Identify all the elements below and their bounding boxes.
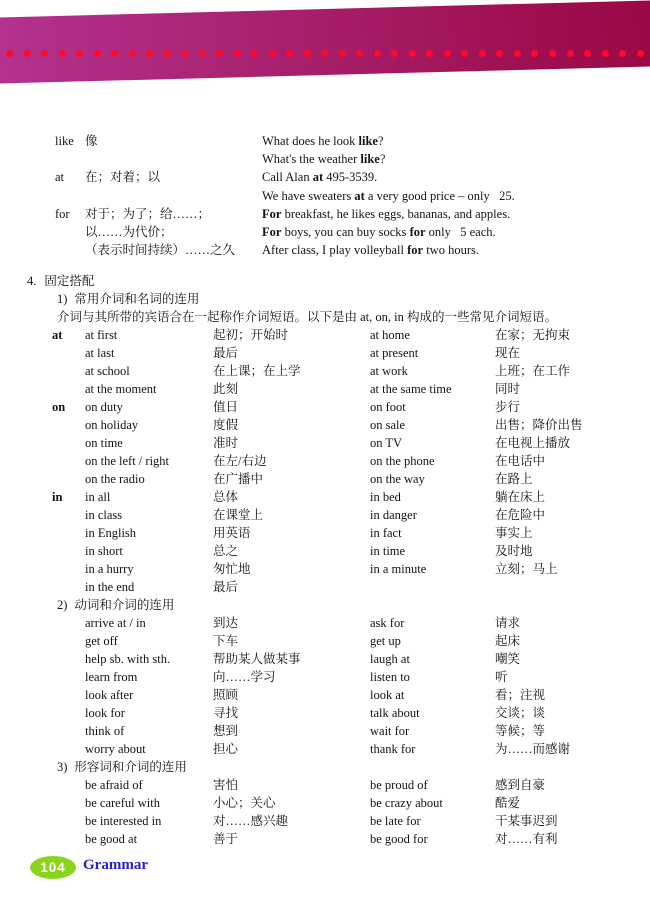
collocation-row bbox=[0, 614, 650, 632]
group-marker bbox=[52, 614, 85, 632]
collocation-row bbox=[0, 776, 650, 794]
phrase-chinese: 用英语 bbox=[213, 526, 251, 541]
phrase-chinese: 准时 bbox=[213, 436, 239, 451]
phrase-english: in a minute bbox=[370, 562, 427, 577]
text-run: We have sweaters bbox=[262, 188, 355, 203]
phrase-chinese: 感到自豪 bbox=[495, 778, 546, 793]
example-sentence bbox=[262, 241, 650, 259]
group-marker bbox=[52, 560, 85, 578]
phrase-english: at the moment bbox=[85, 382, 157, 397]
usage-row bbox=[0, 150, 650, 168]
phrase-english: be late for bbox=[370, 814, 421, 829]
example-sentence bbox=[262, 187, 650, 205]
group-marker bbox=[52, 506, 85, 524]
group-marker bbox=[52, 452, 85, 470]
preposition-word bbox=[55, 187, 85, 205]
collocation-row bbox=[0, 362, 650, 380]
phrase-english: at last bbox=[85, 346, 115, 361]
collocation-row bbox=[0, 434, 650, 452]
phrase-english: be afraid of bbox=[85, 778, 143, 793]
group-marker bbox=[52, 434, 85, 452]
subsection1-label: 1) bbox=[57, 292, 68, 307]
phrase-chinese: 匆忙地 bbox=[213, 562, 251, 577]
subsection3-title: 形容词和介词的连用 bbox=[74, 760, 187, 775]
phrase-english: at present bbox=[370, 346, 419, 361]
phrase-english: wait for bbox=[370, 724, 410, 739]
usage-row bbox=[0, 132, 650, 150]
group-marker: on bbox=[52, 400, 66, 415]
phrase-chinese: 立刻；马上 bbox=[495, 562, 558, 577]
subsection1-heading bbox=[57, 290, 650, 308]
phrase-english: ask for bbox=[370, 616, 405, 631]
collocation-row bbox=[0, 650, 650, 668]
page-footer bbox=[0, 853, 650, 883]
group-marker bbox=[52, 686, 85, 704]
phrase-chinese: 为……而感谢 bbox=[495, 742, 571, 757]
phrase-chinese: 在电视上播放 bbox=[495, 436, 571, 451]
example-sentence bbox=[262, 132, 650, 150]
phrase-english: be good at bbox=[85, 832, 138, 847]
subsection3-label: 3) bbox=[57, 760, 68, 775]
usage-row bbox=[0, 187, 650, 205]
collocation-row bbox=[0, 560, 650, 578]
group-marker bbox=[52, 668, 85, 686]
phrase-chinese: 值日 bbox=[213, 400, 239, 415]
phrase-english: worry about bbox=[85, 742, 146, 757]
phrase-english: arrive at / in bbox=[85, 616, 146, 631]
preposition-word: for bbox=[55, 206, 70, 221]
bold-word: like bbox=[358, 134, 378, 148]
phrase-chinese: 起床 bbox=[495, 634, 521, 649]
text-run: a very good price – only 25. bbox=[364, 188, 515, 203]
subsection1-intro: 介词与其所带的宾语合在一起称作介词短语。以下是由 at, on, in 构成的一些常见介词短语。 bbox=[57, 310, 557, 325]
text-run: 495-3539. bbox=[323, 170, 378, 185]
phrase-chinese: 在上课；在上学 bbox=[213, 364, 301, 379]
preposition-word: like bbox=[55, 134, 74, 148]
phrase-english: at school bbox=[85, 364, 130, 379]
phrase-chinese: 嘲笑 bbox=[495, 652, 521, 667]
subsection3-heading bbox=[57, 758, 650, 776]
preposition-meaning: 对于；为了；给……； bbox=[85, 206, 211, 221]
preposition-meaning: 以……为代价； bbox=[85, 224, 173, 239]
collocation-row bbox=[0, 524, 650, 542]
phrase-english: in fact bbox=[370, 526, 402, 541]
phrase-english: in class bbox=[85, 508, 123, 523]
group-marker bbox=[52, 632, 85, 650]
phrase-english: on time bbox=[85, 436, 123, 451]
preposition-meaning bbox=[85, 150, 262, 168]
collocation-row bbox=[0, 416, 650, 434]
phrase-chinese: 躺在床上 bbox=[495, 490, 546, 505]
phrase-english: on foot bbox=[370, 400, 406, 415]
phrase-english: in short bbox=[85, 544, 123, 559]
group-marker bbox=[52, 542, 85, 560]
phrase-chinese: 对……有利 bbox=[495, 832, 558, 847]
phrase-english: in English bbox=[85, 526, 137, 541]
preposition-meaning: 像 bbox=[85, 134, 98, 148]
collocation-row bbox=[0, 740, 650, 758]
phrase-english: at work bbox=[370, 364, 408, 379]
phrase-english: in danger bbox=[370, 508, 417, 523]
usage-row bbox=[0, 241, 650, 259]
collocation-row bbox=[0, 668, 650, 686]
group-marker: at bbox=[52, 328, 63, 343]
phrase-english: in bed bbox=[370, 490, 401, 505]
phrase-chinese: 寻找 bbox=[213, 706, 239, 721]
phrase-english: on the way bbox=[370, 472, 425, 487]
collocation-row bbox=[0, 632, 650, 650]
text-run: only 5 each. bbox=[425, 224, 496, 239]
collocation-row bbox=[0, 812, 650, 830]
phrase-english: be good for bbox=[370, 832, 428, 847]
phrase-english: on the left / right bbox=[85, 454, 170, 469]
preposition-meaning: 在；对着；以 bbox=[85, 170, 161, 185]
text-run: After class, I play volleyball bbox=[262, 243, 408, 258]
phrase-chinese: 及时地 bbox=[495, 544, 533, 559]
collocation-row bbox=[0, 506, 650, 524]
phrase-chinese: 想到 bbox=[213, 724, 239, 739]
group-marker bbox=[52, 362, 85, 380]
phrase-chinese: 出售；降价出售 bbox=[495, 418, 583, 433]
subsection2-label: 2) bbox=[57, 598, 68, 613]
phrase-chinese: 步行 bbox=[495, 400, 521, 415]
phrase-chinese: 最后 bbox=[213, 580, 239, 595]
phrase-english: at first bbox=[85, 328, 118, 343]
phrase-chinese: 害怕 bbox=[213, 778, 239, 793]
adjective-collocation-table bbox=[0, 776, 650, 848]
phrase-chinese: 上班；在工作 bbox=[495, 364, 571, 379]
text-run: ? bbox=[377, 134, 384, 148]
collocation-row bbox=[0, 794, 650, 812]
group-marker bbox=[52, 812, 85, 830]
bold-word: like bbox=[360, 152, 380, 167]
bold-word: for bbox=[409, 224, 426, 239]
phrase-chinese: 在危险中 bbox=[495, 508, 546, 523]
phrase-english: look at bbox=[370, 688, 405, 703]
preposition-usage-section bbox=[0, 132, 650, 259]
collocation-row bbox=[0, 704, 650, 722]
phrase-english: in the end bbox=[85, 580, 135, 595]
phrase-english: help sb. with sth. bbox=[85, 652, 171, 667]
phrase-chinese: 照顾 bbox=[213, 688, 239, 703]
collocation-row bbox=[0, 326, 650, 344]
preposition-word bbox=[55, 241, 85, 259]
text-run: two hours. bbox=[423, 243, 479, 258]
phrase-english: on the radio bbox=[85, 472, 145, 487]
phrase-english: at the same time bbox=[370, 382, 452, 397]
phrase-english: on duty bbox=[85, 400, 123, 415]
group-marker bbox=[52, 776, 85, 794]
phrase-english: at home bbox=[370, 328, 410, 343]
phrase-english: look after bbox=[85, 688, 134, 703]
group-marker bbox=[52, 524, 85, 542]
group-marker bbox=[52, 380, 85, 398]
phrase-chinese: 在广播中 bbox=[213, 472, 264, 487]
phrase-chinese: 对……感兴趣 bbox=[213, 814, 289, 829]
bold-word: For bbox=[262, 206, 282, 221]
phrase-english: be interested in bbox=[85, 814, 162, 829]
phrase-english: on the phone bbox=[370, 454, 435, 469]
phrase-chinese: 度假 bbox=[213, 418, 239, 433]
phrase-english: listen to bbox=[370, 670, 410, 685]
phrase-chinese: 在左/右边 bbox=[213, 454, 267, 469]
phrase-chinese: 起初；开始时 bbox=[213, 328, 289, 343]
collocation-row bbox=[0, 470, 650, 488]
group-marker bbox=[52, 650, 85, 668]
collocation-row bbox=[0, 344, 650, 362]
phrase-chinese: 同时 bbox=[495, 382, 521, 397]
phrase-english: in all bbox=[85, 490, 111, 505]
text-run: What's the weather bbox=[262, 152, 361, 167]
phrase-english: on sale bbox=[370, 418, 406, 433]
phrase-english: think of bbox=[85, 724, 125, 739]
phrase-english: look for bbox=[85, 706, 125, 721]
phrase-chinese: 下车 bbox=[213, 634, 239, 649]
phrase-chinese: 等候；等 bbox=[495, 724, 546, 739]
collocation-row bbox=[0, 488, 650, 506]
group-marker bbox=[52, 416, 85, 434]
phrase-chinese: 干某事迟到 bbox=[495, 814, 558, 829]
group-marker: in bbox=[52, 490, 63, 505]
phrase-english: on TV bbox=[370, 436, 403, 451]
preposition-word bbox=[55, 223, 85, 241]
example-sentence bbox=[262, 150, 650, 168]
collocation-row bbox=[0, 830, 650, 848]
phrase-chinese: 在电话中 bbox=[495, 454, 546, 469]
phrase-chinese: 担心 bbox=[213, 742, 239, 757]
bold-word: at bbox=[312, 170, 324, 185]
text-run: ? bbox=[379, 152, 386, 167]
group-marker bbox=[52, 830, 85, 848]
noun-collocation-table bbox=[0, 326, 650, 596]
usage-row bbox=[0, 223, 650, 241]
phrase-chinese: 在课堂上 bbox=[213, 508, 264, 523]
phrase-english bbox=[370, 578, 495, 596]
group-marker bbox=[52, 344, 85, 362]
text-run: Call Alan bbox=[262, 170, 313, 185]
collocation-row bbox=[0, 722, 650, 740]
footer-grammar-label: Grammar bbox=[83, 857, 148, 873]
usage-row bbox=[0, 205, 650, 223]
phrase-chinese: 帮助某人做某事 bbox=[213, 652, 301, 667]
phrase-english: get up bbox=[370, 634, 401, 649]
phrase-chinese: 事实上 bbox=[495, 526, 533, 541]
verb-collocation-table bbox=[0, 614, 650, 758]
example-sentence bbox=[262, 223, 650, 241]
page-number-badge: 104 bbox=[30, 856, 76, 879]
phrase-english: get off bbox=[85, 634, 118, 649]
group-marker bbox=[52, 794, 85, 812]
subsection1-title: 常用介词和名词的连用 bbox=[74, 292, 200, 307]
subsection2-title: 动词和介词的连用 bbox=[74, 598, 175, 613]
group-marker bbox=[52, 740, 85, 758]
phrase-chinese: 在家；无拘束 bbox=[495, 328, 571, 343]
phrase-english: on holiday bbox=[85, 418, 139, 433]
phrase-english: laugh at bbox=[370, 652, 410, 667]
preposition-meaning bbox=[85, 187, 262, 205]
phrase-chinese: 交谈；谈 bbox=[495, 706, 546, 721]
phrase-chinese: 向……学习 bbox=[213, 670, 276, 685]
phrase-english: talk about bbox=[370, 706, 420, 721]
phrase-english: be proud of bbox=[370, 778, 428, 793]
phrase-chinese: 听 bbox=[495, 670, 508, 685]
bold-word: For bbox=[262, 224, 282, 239]
phrase-chinese: 现在 bbox=[495, 346, 521, 361]
bold-word: at bbox=[354, 188, 365, 203]
phrase-english: learn from bbox=[85, 670, 138, 685]
phrase-chinese: 在路上 bbox=[495, 472, 533, 487]
phrase-chinese: 酷爱 bbox=[495, 796, 521, 811]
phrase-chinese: 请求 bbox=[495, 616, 521, 631]
phrase-english: in time bbox=[370, 544, 406, 559]
phrase-chinese: 最后 bbox=[213, 346, 239, 361]
section-number: 4. bbox=[27, 274, 37, 289]
preposition-meaning: （表示时间持续）……之久 bbox=[85, 243, 236, 258]
group-marker bbox=[52, 722, 85, 740]
phrase-english: be careful with bbox=[85, 796, 160, 811]
phrase-chinese: 总体 bbox=[213, 490, 239, 505]
example-sentence bbox=[262, 168, 650, 186]
subsection2-heading bbox=[57, 596, 650, 614]
text-run: What does he look bbox=[262, 134, 359, 148]
group-marker bbox=[52, 704, 85, 722]
preposition-word: at bbox=[55, 170, 65, 185]
phrase-english: in a hurry bbox=[85, 562, 134, 577]
phrase-chinese: 善于 bbox=[213, 832, 239, 847]
usage-row bbox=[0, 168, 650, 186]
collocation-row bbox=[0, 452, 650, 470]
phrase-chinese: 看；注视 bbox=[495, 688, 546, 703]
collocation-row bbox=[0, 542, 650, 560]
phrase-chinese: 总之 bbox=[213, 544, 239, 559]
phrase-english: thank for bbox=[370, 742, 416, 757]
bold-word: for bbox=[407, 243, 424, 258]
phrase-chinese: 小心；关心 bbox=[213, 796, 276, 811]
phrase-chinese bbox=[495, 578, 650, 596]
section-title: 固定搭配 bbox=[44, 274, 95, 289]
collocation-row bbox=[0, 578, 650, 596]
group-marker bbox=[52, 470, 85, 488]
phrase-english: be crazy about bbox=[370, 796, 443, 811]
group-marker bbox=[52, 578, 85, 596]
collocation-row bbox=[0, 380, 650, 398]
phrase-chinese: 此刻 bbox=[213, 382, 239, 397]
preposition-word bbox=[55, 150, 85, 168]
collocation-row bbox=[0, 398, 650, 416]
phrase-chinese: 到达 bbox=[213, 616, 239, 631]
collocation-row bbox=[0, 686, 650, 704]
text-run: breakfast, he likes eggs, bananas, and apples. bbox=[281, 206, 511, 221]
text-run: boys, you can buy socks bbox=[281, 224, 410, 239]
example-sentence bbox=[262, 205, 650, 223]
section-heading bbox=[27, 272, 650, 290]
